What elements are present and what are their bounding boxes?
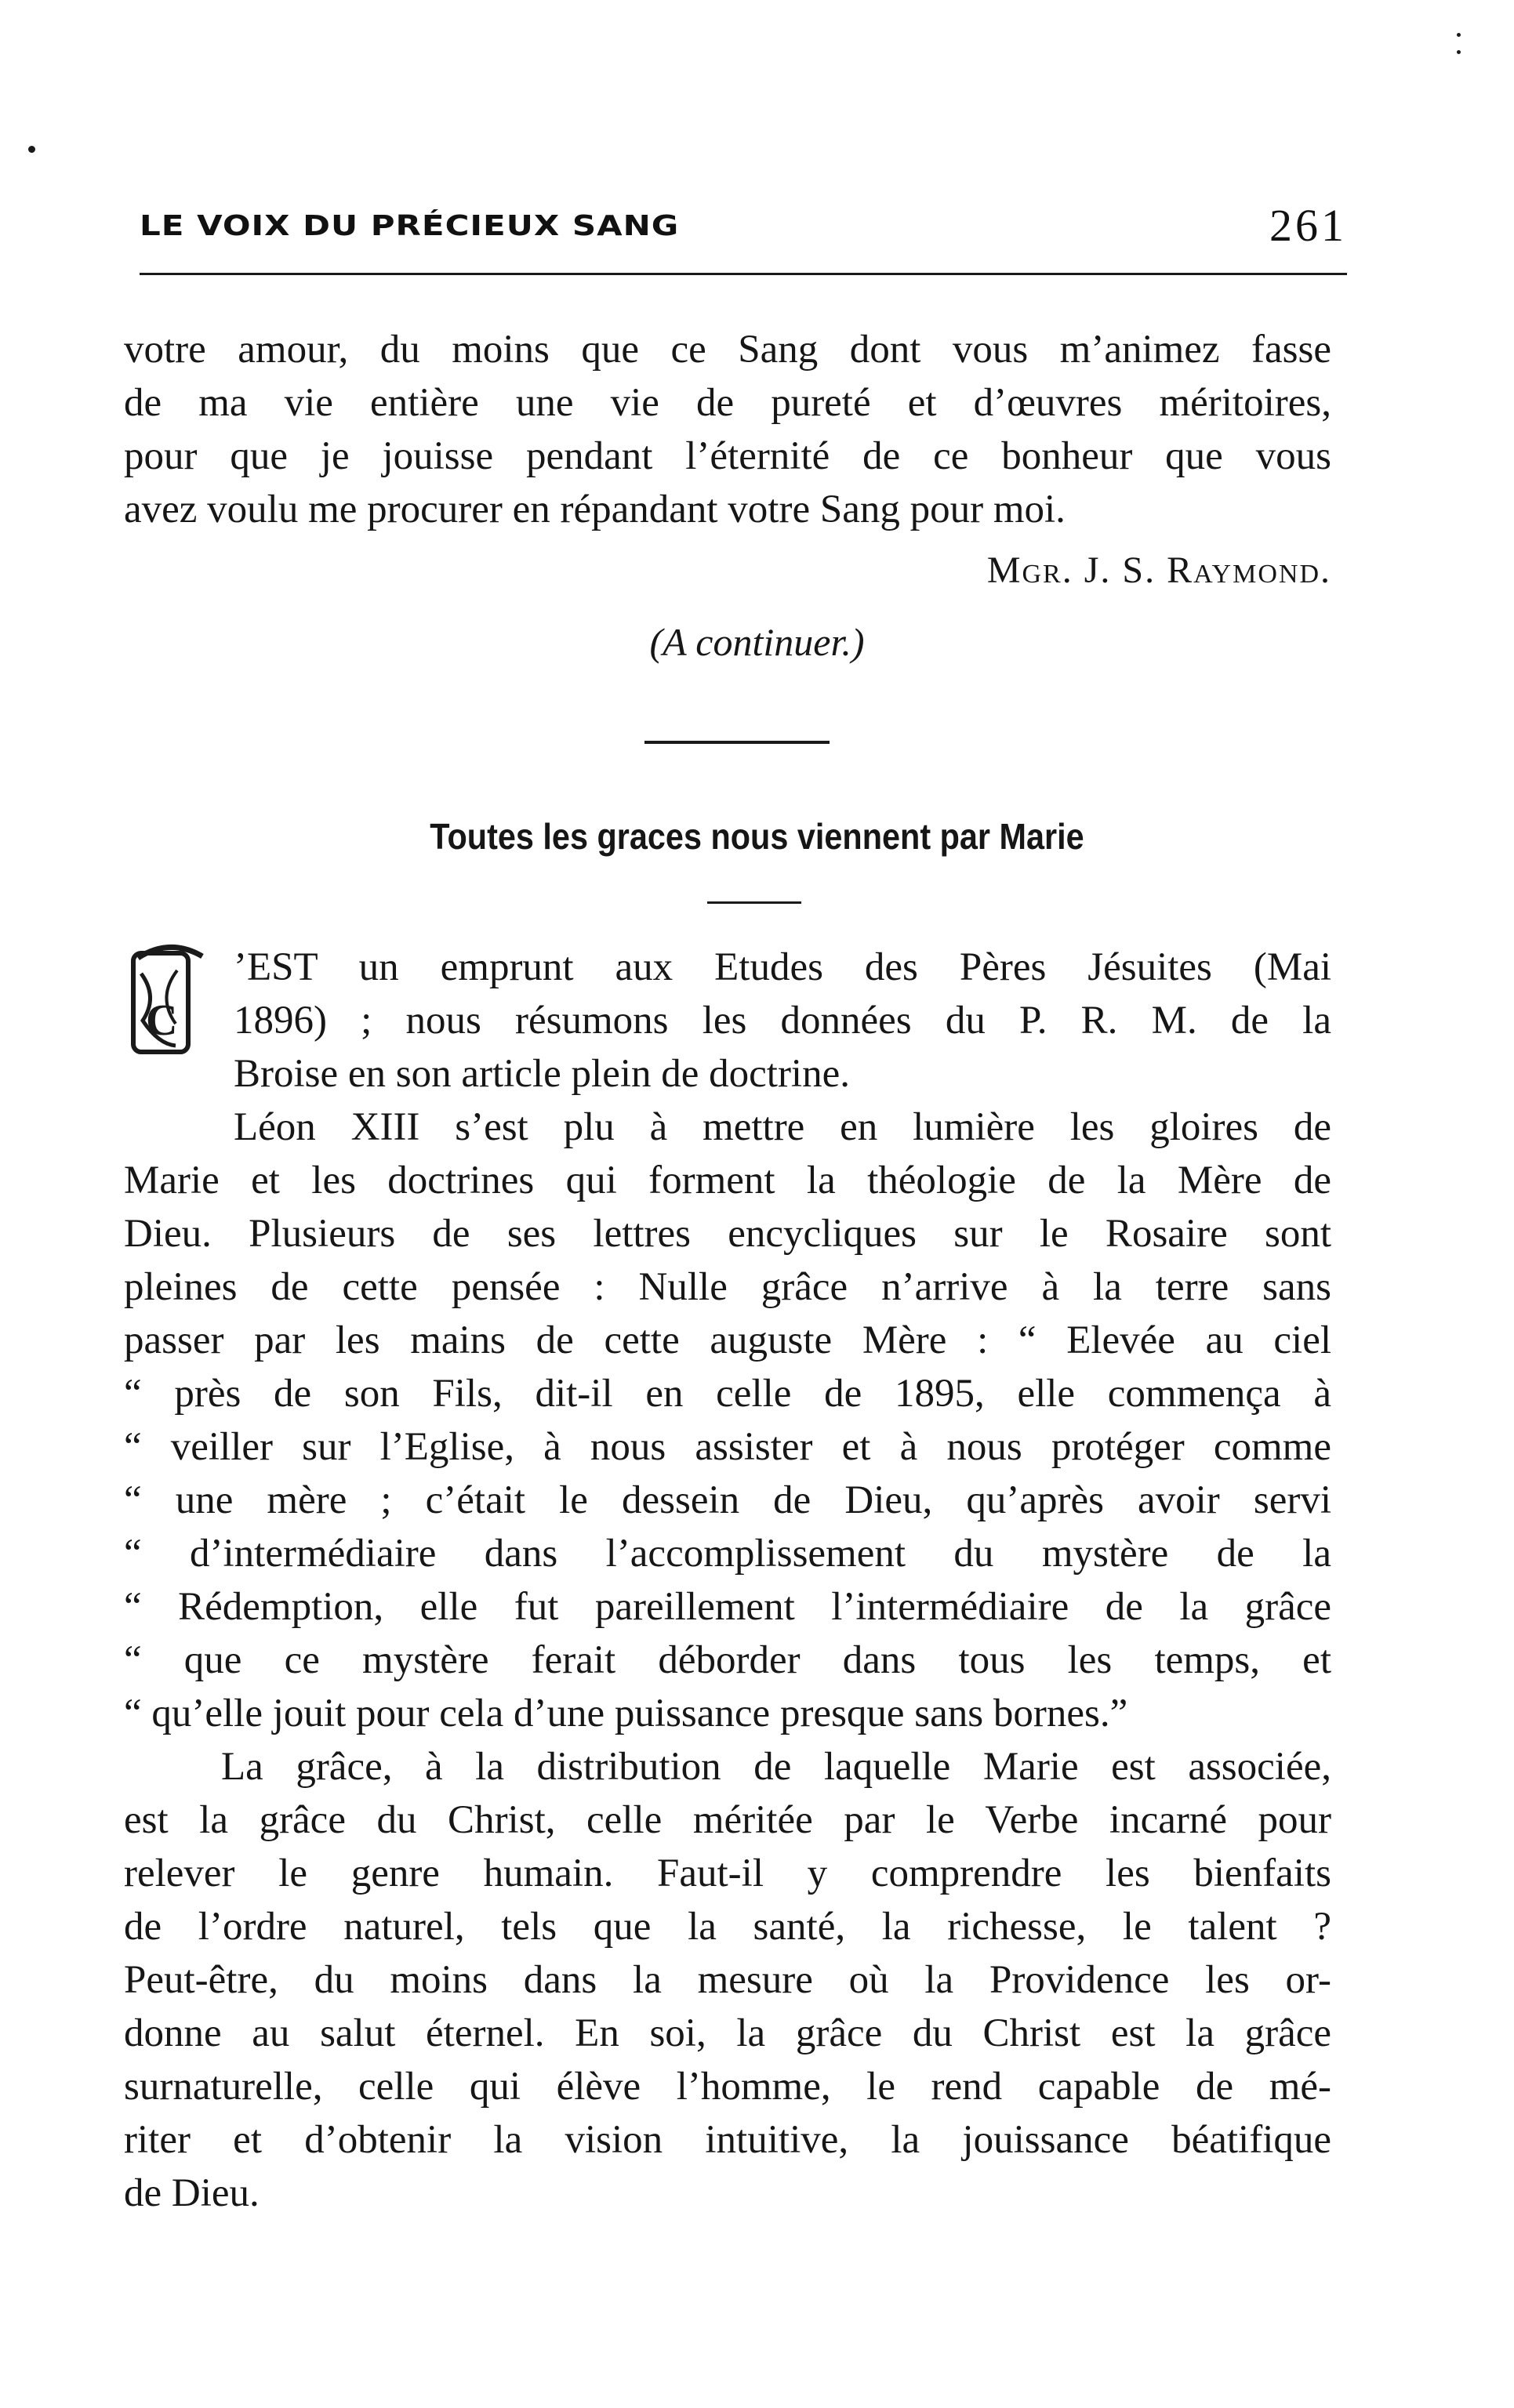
- text-line: Peut-être, du moins dans la mesure où la Providence les or-: [124, 1958, 1331, 2002]
- ink-speck: [28, 146, 35, 153]
- section-separator: [644, 741, 830, 744]
- paragraph: [124, 1101, 1331, 1740]
- text-line: “ une mère ; c’était le dessein de Dieu, qu’après avoir servi: [124, 1478, 1331, 1522]
- text-line: ’EST un emprunt aux Etudes des Pères Jésuites (Mai: [234, 945, 1331, 989]
- text-line: riter et d’obtenir la vision intuitive, la jouissance béatifique: [124, 2118, 1331, 2162]
- text-line: surnaturelle, celle qui élève l’homme, le rend capable de mé-: [124, 2065, 1331, 2109]
- text-line: votre amour, du moins que ce Sang dont vous m’animez fasse: [124, 328, 1331, 372]
- text-line: 1896) ; nous résumons les données du P. R. M. de la: [234, 999, 1331, 1043]
- section-title: Toutes les graces nous viennent par Marie: [430, 816, 1084, 857]
- text-line: de Dieu.: [124, 2171, 260, 2215]
- text-line: “ près de son Fils, dit-il en celle de 1895, elle commença à: [124, 1372, 1331, 1416]
- text-line: “ veiller sur l’Eglise, à nous assister et à nous protéger comme: [124, 1425, 1331, 1469]
- text-line: est la grâce du Christ, celle méritée par le Verbe incarné pour: [124, 1798, 1331, 1842]
- text-line: La grâce, à la distribution de laquelle Marie est associée,: [221, 1745, 1331, 1789]
- continued-note: (A continuer.): [649, 620, 865, 664]
- text-line: relever le genre humain. Faut-il y comprendre les bienfaits: [124, 1851, 1331, 1895]
- running-head: [140, 198, 1347, 252]
- dropcap-ornament: [127, 942, 213, 1060]
- text-line: de ma vie entière une vie de pureté et d’œuvres méritoires,: [124, 381, 1331, 425]
- header-rule: [140, 273, 1347, 275]
- text-line: donne au salut éternel. En soi, la grâce du Christ est la grâce: [124, 2011, 1331, 2055]
- text-line: pleines de cette pensée : Nulle grâce n’arrive à la terre sans: [124, 1265, 1331, 1309]
- text-line: pour que je jouisse pendant l’éternité de ce bonheur que vous: [124, 434, 1331, 478]
- paragraph: [124, 1740, 1331, 2220]
- text-line: Broise en son article plein de doctrine.: [234, 1052, 850, 1096]
- author-signature: Mgr. J. S. Raymond.: [986, 549, 1331, 591]
- dropcap-letter: C: [146, 996, 178, 1045]
- page-number: 261: [1269, 199, 1347, 251]
- paragraph-continuation: [124, 323, 1331, 536]
- ink-speck: [1457, 50, 1461, 54]
- text-line: “ d’intermédiaire dans l’accomplissement du mystère de la: [124, 1532, 1331, 1576]
- text-line: Dieu. Plusieurs de ses lettres encycliques sur le Rosaire sont: [124, 1212, 1331, 1256]
- text-line: “ Rédemption, elle fut pareillement l’intermédiaire de la grâce: [124, 1585, 1331, 1629]
- text-line: avez voulu me procurer en répandant votre Sang pour moi.: [124, 488, 1066, 531]
- text-line: Léon XIII s’est plu à mettre en lumière les gloires de: [234, 1105, 1331, 1149]
- paragraph-lead: [234, 941, 1331, 1101]
- text-line: “ que ce mystère ferait déborder dans tous les temps, et: [124, 1638, 1331, 1682]
- title-underline: [707, 901, 801, 904]
- text-line: de l’ordre naturel, tels que la santé, la richesse, le talent ?: [124, 1905, 1331, 1949]
- text-line: “ qu’elle jouit pour cela d’une puissance presque sans bornes.”: [124, 1692, 1128, 1735]
- ink-speck: [1457, 33, 1461, 37]
- text-line: Marie et les doctrines qui forment la théologie de la Mère de: [124, 1159, 1331, 1202]
- text-line: passer par les mains de cette auguste Mère : “ Elevée au ciel: [124, 1318, 1331, 1362]
- running-head-title: LE VOIX DU PRÉCIEUX SANG: [140, 209, 680, 241]
